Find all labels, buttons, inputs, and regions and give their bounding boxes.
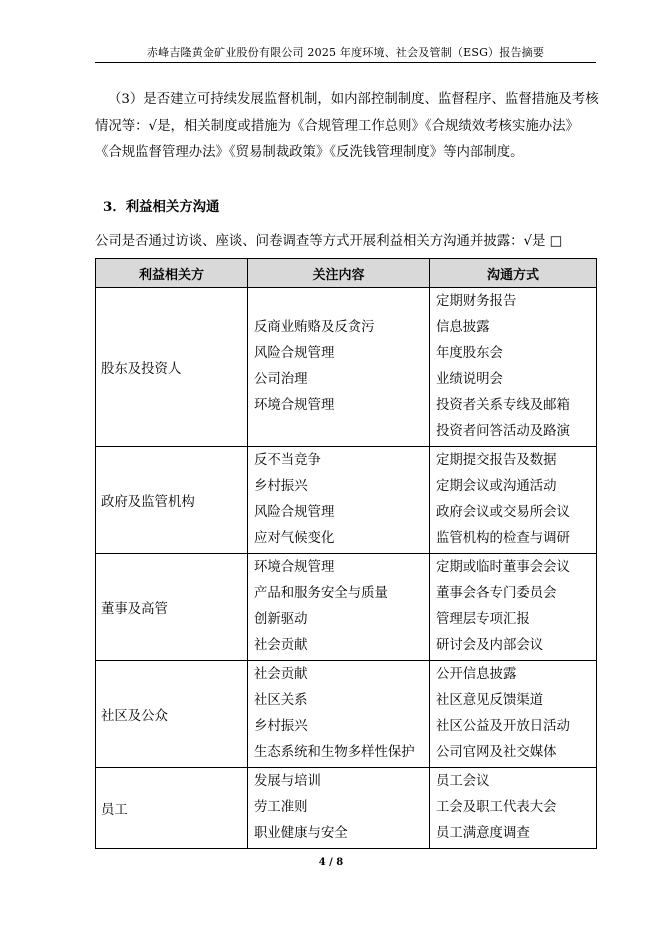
stakeholder-name: 社区及公众 [96,661,248,768]
concerns-cell [248,447,430,554]
paragraph-line: 《合规监督管理办法》《贸易制裁政策》《反洗钱管理制度》等内部制度。 [95,145,524,160]
channel-item: 业绩说明会 [436,372,503,387]
section-title: 3．利益相关方沟通 [103,199,220,215]
concern-item: 环境合规管理 [254,398,335,413]
column-header-concerns: 关注内容 [248,259,430,288]
channel-item: 员工满意度调查 [436,826,530,841]
channel-item: 监管机构的检查与调研 [436,531,570,546]
concern-item: 劳工准则 [254,800,308,815]
channels-cell [430,288,597,447]
table-row [96,288,597,447]
concern-item: 环境合规管理 [254,560,335,575]
channel-item: 信息披露 [436,320,490,335]
channel-item: 管理层专项汇报 [436,612,530,627]
concern-item: 发展与培训 [254,774,321,789]
channel-item: 定期财务报告 [436,294,517,309]
stakeholder-name: 股东及投资人 [96,288,248,447]
table-row [96,768,597,849]
channels-cell [430,661,597,768]
table-row [96,554,597,661]
concerns-cell [248,288,430,447]
concern-item: 反商业贿赂及反贪污 [254,320,375,335]
report-header: 赤峰吉隆黄金矿业股份有限公司 2025 年度环境、社会及管制（ESG）报告摘要 [146,46,545,59]
concern-item: 职业健康与安全 [254,826,348,841]
channel-item: 董事会各专门委员会 [436,586,557,601]
table-row [96,447,597,554]
concern-item: 风险合规管理 [254,505,335,520]
channel-item: 定期或临时董事会会议 [436,560,570,575]
channel-item: 年度股东会 [436,346,503,361]
concern-item: 产品和服务安全与质量 [254,586,388,601]
table-body [96,288,597,849]
channel-item: 研讨会及内部会议 [436,638,544,653]
channel-item: 投资者关系专线及邮箱 [436,398,570,413]
supervision-paragraph [95,87,600,167]
stakeholder-name: 员工 [96,768,248,849]
channel-item: 公司官网及社交媒体 [436,745,557,760]
table-header-row [96,259,597,288]
column-header-channels: 沟通方式 [430,259,597,288]
channels-cell [430,447,597,554]
concern-item: 反不当竞争 [254,453,321,468]
spacer [254,289,429,315]
channels-cell [430,554,597,661]
concerns-cell [248,554,430,661]
channel-item: 社区意见反馈渠道 [436,693,544,708]
concern-item: 应对气候变化 [254,531,335,546]
concern-item: 社区关系 [254,693,308,708]
header-divider [95,62,596,63]
concern-item: 创新驱动 [254,612,308,627]
channel-item: 员工会议 [436,774,490,789]
column-header-party: 利益相关方 [96,259,248,288]
concern-item: 乡村振兴 [254,479,308,494]
concern-item: 社会贡献 [254,638,308,653]
channel-item: 定期会议或沟通活动 [436,479,557,494]
paragraph-line: （3）是否建立可持续发展监督机制，如内部控制制度、监督程序、监督措施及考核 [108,92,599,107]
concern-item: 风险合规管理 [254,346,335,361]
concern-item: 公司治理 [254,372,308,387]
disclosure-question: 公司是否通过访谈、座谈、问卷调查等方式开展利益相关方沟通并披露：√是 □ [95,234,563,249]
table-row [96,661,597,768]
concern-item: 生态系统和生物多样性保护 [254,745,415,760]
channel-item: 工会及职工代表大会 [436,800,557,815]
channel-item: 社区公益及开放日活动 [436,719,570,734]
page-number: 4 / 8 [318,857,344,868]
channel-item: 政府会议或交易所会议 [436,505,570,520]
stakeholder-table [95,258,597,849]
paragraph-line: 情况等：√是，相关制度或措施为《合规管理工作总则》《合规绩效考核实施办法》 [95,118,579,134]
concern-item: 社会贡献 [254,667,308,682]
stakeholder-name: 政府及监管机构 [96,447,248,554]
stakeholder-name: 董事及高管 [96,554,248,661]
concerns-cell [248,661,430,768]
channel-item: 投资者问答活动及路演 [436,424,570,439]
channel-item: 定期提交报告及数据 [436,453,557,468]
channel-item: 公开信息披露 [436,667,517,682]
concern-item: 乡村振兴 [254,719,308,734]
concerns-cell [248,768,430,849]
channels-cell [430,768,597,849]
